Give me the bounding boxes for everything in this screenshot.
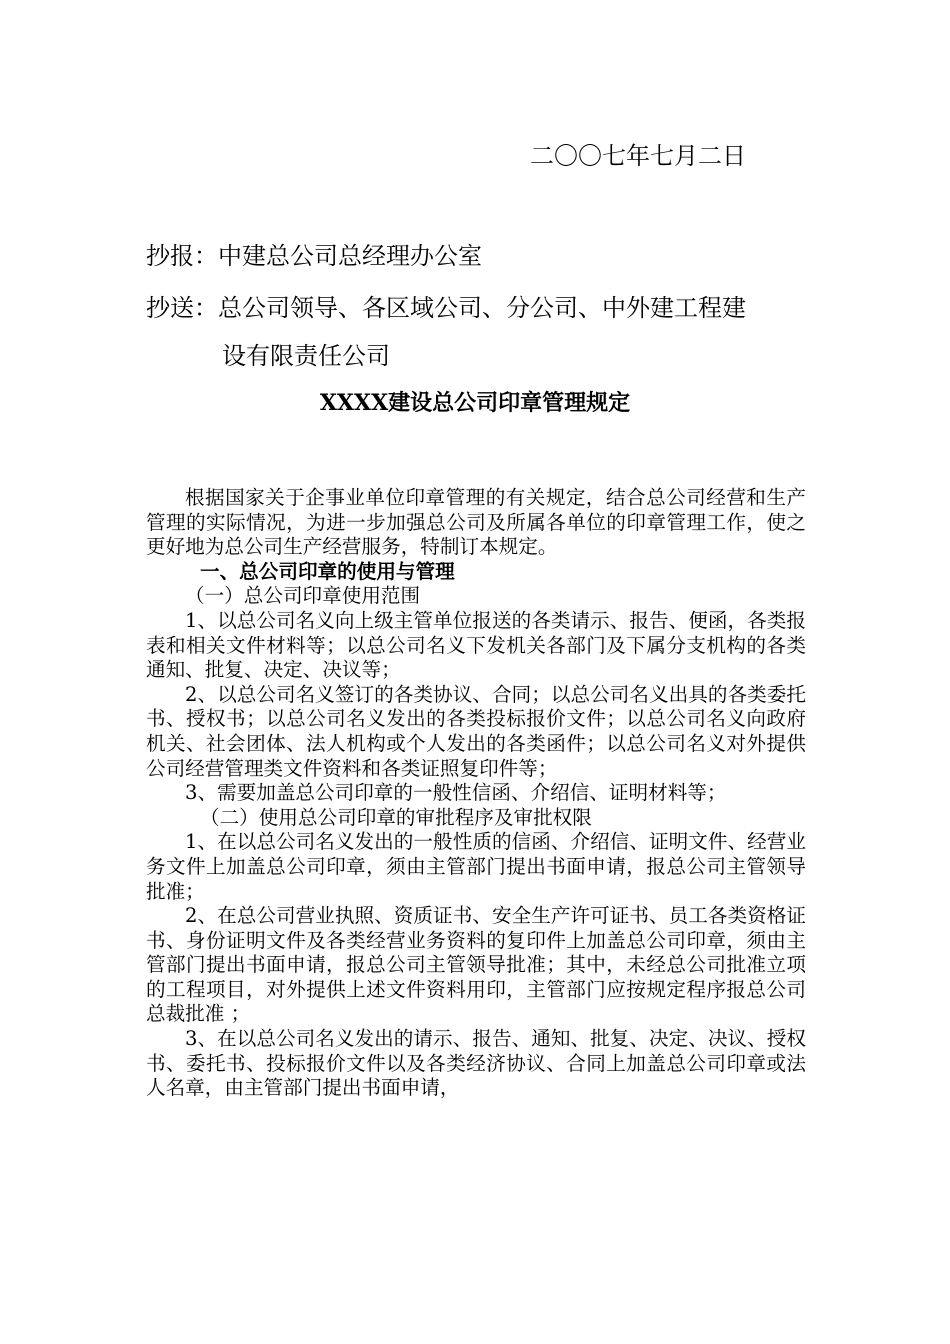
subsection-heading: （二）使用总公司印章的审批程序及审批权限 — [200, 805, 592, 829]
subsection-heading: （一）总公司印章使用范围 — [185, 584, 421, 608]
section-heading: 一、总公司印章的使用与管理 — [200, 559, 455, 583]
clause-paragraph: 3、需要加盖总公司印章的一般性信函、介绍信、证明材料等； — [185, 781, 727, 805]
cc-send-line-continued: 设有限责任公司 — [222, 342, 390, 370]
cc-report-line: 抄报：中建总公司总经理办公室 — [146, 242, 482, 270]
clause-paragraph: 1、在以总公司名义发出的一般性质的信函、介绍信、证明文件、经营业务文件上加盖总公司印章，须由主管部门提出书面申请，报总公司主管领导批准； — [146, 830, 806, 903]
clause-paragraph: 3、在以总公司名义发出的请示、报告、通知、批复、决定、决议、授权书、委托书、投标报价文件以及各类经济协议、合同上加盖总公司印章或法人名章，由主管部门提出书面申请， — [146, 1027, 806, 1100]
intro-paragraph: 根据国家关于企事业单位印章管理的有关规定，结合总公司经营和生产管理的实际情况，为进一步加强总公司及所属各单位的印章管理工作，使之更好地为总公司生产经营服务，特制订本规定。 — [146, 486, 806, 559]
clause-paragraph: 1、以总公司名义向上级主管单位报送的各类请示、报告、便函，各类报表和相关文件材料等；以总公司名义下发机关各部门及下属分支机构的各类通知、批复、决定、决议等； — [146, 608, 806, 682]
clause-paragraph: 2、在总公司营业执照、资质证书、安全生产许可证书、员工各类资格证书、身份证明文件及各类经营业务资料的复印件上加盖总公司印章，须由主管部门提出书面申请，报总公司主管领导批准；其中，未经总公司批准立项的工程项目，对外提供上述文件资料用印，主管部门应按规定程序报总公司总裁批准 ； — [146, 904, 806, 1026]
issue-date: 二〇〇七年七月二日 — [530, 142, 746, 170]
document-title: XXXX建设总公司印章管理规定 — [319, 390, 631, 416]
clause-paragraph: 2、以总公司名义签订的各类协议、合同；以总公司名义出具的各类委托书、授权书；以总公司名义发出的各类投标报价文件；以总公司名义向政府机关、社会团体、法人机构或个人发出的各类函件；以总公司名义对外提供公司经营管理类文件资料和各类证照复印件等； — [146, 682, 806, 780]
document-body — [146, 486, 806, 1101]
cc-send-line: 抄送：总公司领导、各区域公司、分公司、中外建工程建 — [146, 294, 746, 322]
